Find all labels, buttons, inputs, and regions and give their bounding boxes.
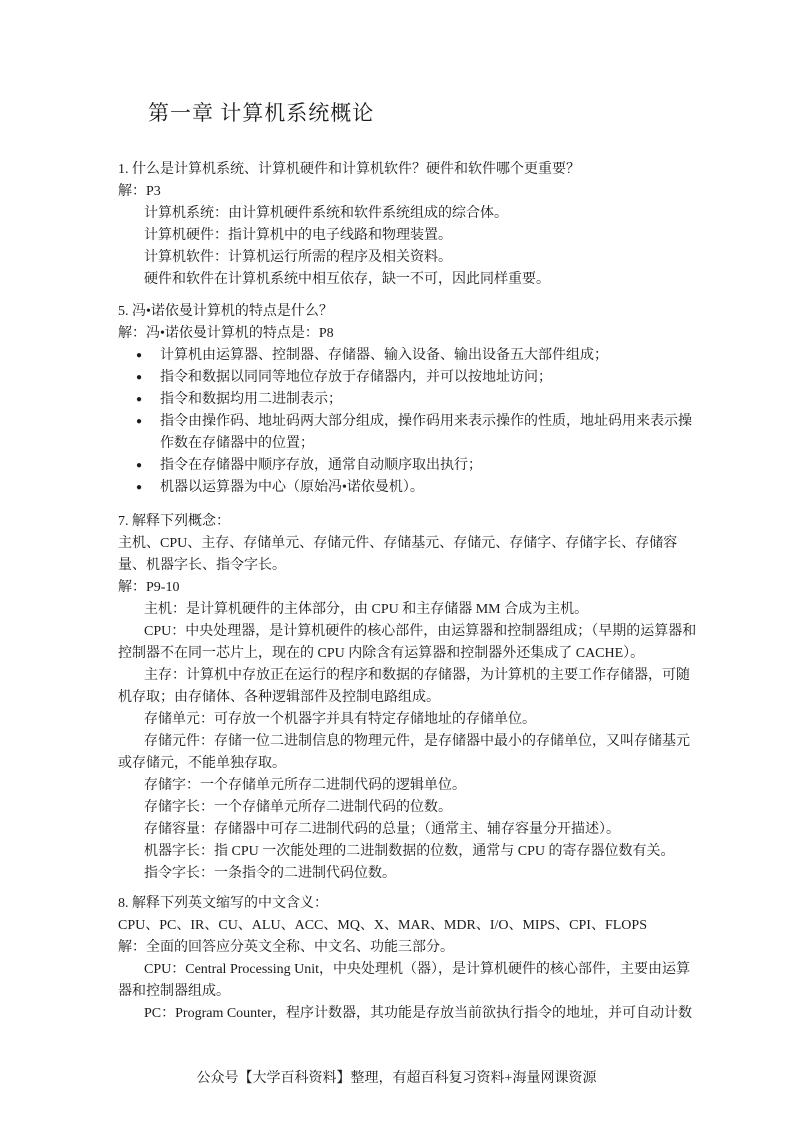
bullet-item bbox=[118, 455, 702, 477]
footer-watermark: 公众号【大学百科资料】整理，有超百科复习资料+海量网课资源 bbox=[196, 1071, 597, 1086]
bullet-item bbox=[118, 367, 702, 389]
bullet-item bbox=[118, 389, 702, 411]
bullet-text: 指令由操作码、地址码两大部分组成，操作码用来表示操作的性质，地址码用来表示操作数在存储器中的位置； bbox=[160, 414, 692, 451]
bullet-text: 指令在存储器中顺序存放，通常自动顺序取出执行； bbox=[160, 458, 482, 473]
question-7-text: 7. 解释下列概念： bbox=[118, 514, 230, 529]
answer-1-label: 解：P3 bbox=[118, 184, 161, 199]
bullet-item bbox=[118, 411, 702, 455]
bullet-text: 指令和数据均用二进制表示； bbox=[160, 392, 342, 407]
answer-1-line: 计算机软件：计算机运行所需的程序及相关资料。 bbox=[144, 250, 452, 265]
definition-paragraph: 主机：是计算机硬件的主体部分，由 CPU 和主存储器 MM 合成为主机。 bbox=[144, 602, 589, 617]
definition-paragraph: CPU：中央处理器，是计算机硬件的核心部件，由运算器和控制器组成；（早期的运算器和控制器不在同一芯片上，现在的 CPU 内除含有运算器和控制器外还集成了 CACHE）。 bbox=[118, 624, 697, 661]
term-list: 主机、CPU、主存、存储单元、存储元件、存储基元、存储元、存储字、存储字长、存储容量、机器字长、指令字长。 bbox=[118, 536, 678, 573]
question-8-text: 8. 解释下列英文缩写的中文含义： bbox=[118, 896, 328, 911]
bullet-icon: ● bbox=[136, 372, 143, 383]
bullet-item bbox=[118, 477, 702, 499]
bullet-text: 指令和数据以同同等地位存放于存储器内，并可以按地址访问； bbox=[160, 370, 552, 385]
bullet-icon: ● bbox=[136, 460, 143, 471]
definition-paragraph: PC：Program Counter，程序计数器，其功能是存放当前欲执行指令的地址，并可自动计数 bbox=[144, 1006, 692, 1021]
question-block-5 bbox=[118, 301, 702, 499]
page-title: 第一章 计算机系统概论 bbox=[148, 101, 375, 125]
bullet-icon: ● bbox=[136, 416, 143, 427]
bullet-icon: ● bbox=[136, 394, 143, 405]
document-content bbox=[118, 99, 702, 1025]
definition-paragraph: 存储单元：可存放一个机器字并具有特定存储地址的存储单位。 bbox=[144, 712, 536, 727]
definition-paragraph: 存储字：一个存储单元所存二进制代码的逻辑单位。 bbox=[144, 778, 466, 793]
bullet-item bbox=[118, 345, 702, 367]
bullet-icon: ● bbox=[136, 482, 143, 493]
answer-7-label: 解：P9-10 bbox=[118, 580, 180, 595]
definition-paragraph: 机器字长：指 CPU 一次能处理的二进制数据的位数，通常与 CPU 的寄存器位数有关。 bbox=[144, 844, 675, 859]
definition-paragraph: 主存：计算机中存放正在运行的程序和数据的存储器，为计算机的主要工作存储器，可随机存取；由存储体、各种逻辑部件及控制电路组成。 bbox=[118, 668, 690, 705]
answer-1-line: 硬件和软件在计算机系统中相互依存，缺一不可，因此同样重要。 bbox=[144, 272, 550, 287]
question-block-7 bbox=[118, 511, 702, 885]
question-block-1 bbox=[118, 159, 702, 291]
answer-1-line: 计算机系统：由计算机硬件系统和软件系统组成的综合体。 bbox=[144, 206, 508, 221]
definition-paragraph: 指令字长：一条指令的二进制代码位数。 bbox=[144, 866, 396, 881]
abbreviation-list: CPU、PC、IR、CU、ALU、ACC、MQ、X、MAR、MDR、I/O、MIPS、CPI、FLOPS bbox=[118, 918, 647, 933]
definition-paragraph: 存储字长：一个存储单元所存二进制代码的位数。 bbox=[144, 800, 452, 815]
question-5-text: 5. 冯•诺依曼计算机的特点是什么？ bbox=[118, 304, 333, 319]
answer-8-label: 解：全面的回答应分英文全称、中文名、功能三部分。 bbox=[118, 940, 454, 955]
bullet-text: 计算机由运算器、控制器、存储器、输入设备、输出设备五大部件组成； bbox=[160, 348, 608, 363]
definition-paragraph: 存储元件：存储一位二进制信息的物理元件，是存储器中最小的存储单位，又叫存储基元或存储元，不能单独存取。 bbox=[118, 734, 690, 771]
answer-1-line: 计算机硬件：指计算机中的电子线路和物理装置。 bbox=[144, 228, 452, 243]
definition-paragraph: 存储容量：存储器中可存二进制代码的总量；（通常主、辅存容量分开描述）。 bbox=[144, 822, 620, 837]
question-1-text: 1. 什么是计算机系统、计算机硬件和计算机软件？硬件和软件哪个更重要？ bbox=[118, 162, 580, 177]
bullet-icon: ● bbox=[136, 350, 143, 361]
answer-5-label: 解：冯•诺依曼计算机的特点是：P8 bbox=[118, 326, 334, 341]
bullet-text: 机器以运算器为中心（原始冯•诺依曼机）。 bbox=[160, 480, 424, 495]
definition-paragraph: CPU：Central Processing Unit，中央处理机（器），是计算机硬件的核心部件，主要由运算器和控制器组成。 bbox=[118, 962, 690, 999]
question-block-8 bbox=[118, 893, 702, 1025]
